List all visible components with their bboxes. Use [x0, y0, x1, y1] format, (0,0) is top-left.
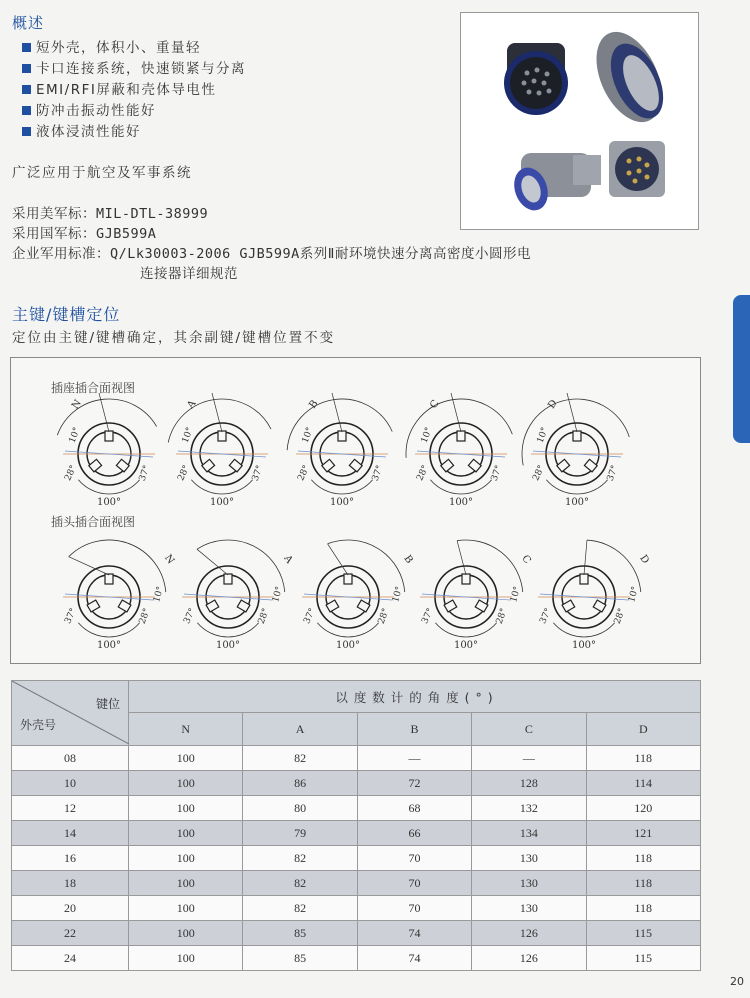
key-position-letter: C [428, 398, 442, 411]
receptacle-view-N [57, 393, 156, 508]
feature-item [22, 122, 246, 143]
table-cell: 118 [586, 896, 700, 921]
key-tab [105, 431, 113, 441]
table-cell: 68 [357, 796, 471, 821]
left-angle-label: 28° [296, 463, 313, 483]
bottom-angle-arc [78, 623, 139, 637]
bottom-angle-arc [317, 623, 378, 637]
jam-nut-receptacle-image [583, 22, 674, 133]
corner-bottom-label: 外壳号 [20, 718, 57, 732]
table-row [12, 821, 701, 846]
key-tab [89, 459, 102, 472]
right-angle-label: 28° [256, 607, 272, 626]
bottom-angle-label: 100° [329, 497, 355, 508]
left-angle-label: 37° [538, 606, 555, 626]
plug-view-A [182, 540, 295, 651]
key-position-letter: D [546, 398, 560, 412]
key-tab [344, 574, 352, 584]
plug-image [508, 153, 601, 215]
table-cell: 115 [586, 921, 700, 946]
feature-list [22, 38, 246, 143]
table-cell: 70 [357, 896, 471, 921]
key-tab [338, 431, 346, 441]
feature-item [22, 80, 246, 101]
feature-item [22, 59, 246, 80]
table-cell: 128 [472, 771, 586, 796]
left-angle-label: 37° [63, 606, 80, 626]
key-position-letter: C [519, 553, 533, 566]
square-flange-image [609, 141, 665, 197]
key-tab [593, 600, 606, 612]
plug-view-N [63, 540, 176, 651]
left-angle-label: 37° [420, 606, 437, 626]
key-offset-label: 10° [391, 585, 405, 604]
key-position-arc [69, 540, 166, 592]
table-cell: 134 [472, 821, 586, 846]
key-tab [224, 574, 232, 584]
table-cell: 74 [357, 921, 471, 946]
key-position-letter: A [185, 398, 199, 411]
key-position-letter: D [637, 553, 651, 567]
page-number: 20 [730, 975, 744, 988]
table-row [12, 746, 701, 771]
feature-text: 防冲击振动性能好 [36, 103, 156, 119]
table-cell: 22 [12, 921, 129, 946]
table-cell: 85 [243, 946, 357, 971]
bottom-angle-label: 100° [335, 640, 361, 651]
receptacle-view-B [287, 393, 392, 508]
bottom-angle-label: 100° [571, 640, 597, 651]
bullet-square-icon [22, 43, 31, 52]
key-tab [229, 459, 242, 472]
right-angle-label: 28° [494, 607, 510, 626]
key-tab [462, 574, 470, 584]
key-offset-label: 10° [152, 585, 166, 604]
table-cell: 126 [472, 946, 586, 971]
plug-view-C [420, 540, 533, 651]
table-cell: 18 [12, 871, 129, 896]
key-tab [584, 459, 597, 472]
bottom-angle-arc [191, 480, 252, 494]
table-cell: 126 [472, 921, 586, 946]
bottom-angle-label: 100° [215, 640, 241, 651]
column-header: D [586, 713, 700, 746]
key-tab [475, 600, 488, 612]
connector-photo [460, 12, 699, 230]
key-tab [326, 600, 339, 612]
table-cell: 100 [129, 796, 243, 821]
bottom-angle-arc [311, 480, 372, 494]
plug-view-label: 插头插合面视图 [51, 515, 136, 529]
bottom-angle-label: 100° [564, 497, 590, 508]
table-cell: 100 [129, 746, 243, 771]
table-row [12, 796, 701, 821]
bottom-angle-arc [78, 480, 139, 494]
left-angle-label: 37° [302, 606, 319, 626]
key-position-letter: N [69, 397, 84, 412]
right-angle-label: 28° [376, 607, 392, 626]
table-cell: 80 [243, 796, 357, 821]
table-cell: 10 [12, 771, 129, 796]
table-cell: 72 [357, 771, 471, 796]
feature-item [22, 101, 246, 122]
column-header: B [357, 713, 471, 746]
feature-item [22, 38, 246, 59]
bullet-square-icon [22, 85, 31, 94]
key-tab [444, 600, 457, 612]
standard-2: 采用国军标：GJB599A [12, 226, 157, 242]
right-angle-label: 28° [137, 607, 153, 626]
key-tab [557, 459, 570, 472]
key-offset-label: 10° [300, 426, 316, 445]
standard-3-cont: 连接器详细规范 [140, 266, 238, 282]
receptacle-view-A [168, 393, 271, 508]
flange-receptacle-image [504, 43, 568, 115]
keying-diagrams [11, 358, 700, 663]
receptacle-view-D [522, 393, 629, 508]
key-offset-label: 10° [627, 585, 641, 604]
feature-text: 卡口连接系统，快速锁紧与分离 [36, 61, 246, 77]
key-tab [573, 431, 581, 441]
left-angle-label: 37° [182, 606, 199, 626]
right-angle-label: 37° [605, 464, 621, 483]
column-header: A [243, 713, 357, 746]
key-tab [202, 459, 215, 472]
table-cell: 85 [243, 921, 357, 946]
right-angle-label: 37° [250, 464, 266, 483]
table-cell: 70 [357, 871, 471, 896]
left-angle-label: 28° [531, 463, 548, 483]
key-tab [580, 574, 588, 584]
table-cell: 82 [243, 896, 357, 921]
table-cell: 130 [472, 871, 586, 896]
receptacle-view-label: 插座插合面视图 [51, 381, 136, 395]
table-cell: 14 [12, 821, 129, 846]
left-angle-label: 28° [63, 463, 80, 483]
right-angle-label: 37° [137, 464, 153, 483]
key-position-line [457, 541, 466, 575]
plug-view-B [302, 540, 415, 651]
right-angle-label: 37° [370, 464, 386, 483]
key-position-letter: B [307, 398, 321, 411]
overview-title: 概述 [12, 14, 45, 32]
table-cell: 121 [586, 821, 700, 846]
plug-view-D [538, 540, 651, 651]
feature-text: 液体浸渍性能好 [36, 124, 141, 140]
column-header: N [129, 713, 243, 746]
table-cell: — [472, 746, 586, 771]
left-angle-label: 28° [176, 463, 193, 483]
table-cell: 130 [472, 846, 586, 871]
key-tab [357, 600, 370, 612]
table-cell: 82 [243, 846, 357, 871]
key-offset-label: 10° [419, 426, 435, 445]
table-cell: 118 [586, 746, 700, 771]
side-tab [733, 295, 750, 443]
key-tab [206, 600, 219, 612]
table-cell: 100 [129, 871, 243, 896]
table-cell: 100 [129, 771, 243, 796]
key-position-arc [587, 540, 641, 592]
bottom-angle-arc [546, 480, 607, 494]
table-group-header: 以 度 数 计 的 角 度 ( ° ) [129, 681, 701, 713]
bottom-angle-label: 100° [453, 640, 479, 651]
bottom-angle-arc [430, 480, 491, 494]
key-offset-label: 10° [271, 585, 285, 604]
table-cell: 114 [586, 771, 700, 796]
table-cell: 12 [12, 796, 129, 821]
bullet-square-icon [22, 64, 31, 73]
table-cell: 100 [129, 846, 243, 871]
table-cell: — [357, 746, 471, 771]
standard-1: 采用美军标：MIL-DTL-38999 [12, 206, 209, 222]
key-tab [441, 459, 454, 472]
key-tab [349, 459, 362, 472]
table-cell: 08 [12, 746, 129, 771]
bottom-angle-arc [435, 623, 496, 637]
key-tab [468, 459, 481, 472]
key-position-line [328, 544, 348, 575]
right-angle-label: 37° [489, 464, 505, 483]
table-cell: 120 [586, 796, 700, 821]
key-offset-label: 10° [509, 585, 523, 604]
table-cell: 70 [357, 846, 471, 871]
application-text: 广泛应用于航空及军事系统 [12, 165, 192, 181]
table-cell: 20 [12, 896, 129, 921]
table-cell: 79 [243, 821, 357, 846]
key-tab [457, 431, 465, 441]
bullet-square-icon [22, 106, 31, 115]
key-tab [87, 600, 100, 612]
table-corner [12, 681, 129, 746]
key-position-line [584, 540, 587, 575]
table-cell: 24 [12, 946, 129, 971]
receptacle-view-C [406, 393, 512, 508]
table-row [12, 871, 701, 896]
key-tab [118, 600, 131, 612]
key-position-arc [406, 399, 512, 458]
standard-3: 企业军用标准：Q/Lk30003-2006 GJB599A系列Ⅱ耐环境快速分离高密度小圆形电 [12, 246, 531, 262]
feature-text: EMI/RFI屏蔽和壳体导电性 [36, 82, 217, 98]
key-tab [562, 600, 575, 612]
right-angle-label: 28° [612, 607, 628, 626]
table-cell: 86 [243, 771, 357, 796]
bottom-angle-arc [197, 623, 258, 637]
key-tab [218, 431, 226, 441]
bottom-angle-label: 100° [96, 640, 122, 651]
table-cell: 132 [472, 796, 586, 821]
keying-diagram-box [10, 357, 701, 664]
bottom-angle-label: 100° [448, 497, 474, 508]
table-cell: 82 [243, 746, 357, 771]
table-cell: 118 [586, 846, 700, 871]
table-cell: 66 [357, 821, 471, 846]
table-row [12, 896, 701, 921]
column-header: C [472, 713, 586, 746]
table-row [12, 921, 701, 946]
key-offset-label: 10° [535, 426, 551, 445]
key-position-line [197, 549, 228, 575]
table-cell: 100 [129, 946, 243, 971]
key-position-letter: N [162, 552, 177, 567]
key-position-letter: A [281, 553, 295, 566]
bullet-square-icon [22, 127, 31, 136]
bottom-angle-label: 100° [96, 497, 122, 508]
table-row [12, 846, 701, 871]
keying-angle-table [11, 680, 701, 971]
table-row [12, 946, 701, 971]
table-cell: 74 [357, 946, 471, 971]
table-cell: 100 [129, 821, 243, 846]
table-cell: 118 [586, 871, 700, 896]
key-tab [322, 459, 335, 472]
key-tab [237, 600, 250, 612]
key-offset-label: 10° [180, 426, 196, 445]
key-position-letter: B [401, 553, 415, 566]
corner-top-label: 键位 [95, 697, 120, 711]
table-cell: 100 [129, 896, 243, 921]
keying-subtitle: 定位由主键/键槽确定，其余副键/键槽位置不变 [12, 330, 336, 346]
key-offset-label: 10° [67, 426, 83, 445]
key-tab [116, 459, 129, 472]
table-cell: 115 [586, 946, 700, 971]
key-tab [105, 574, 113, 584]
bottom-angle-arc [553, 623, 614, 637]
keying-title: 主键/键槽定位 [12, 305, 121, 324]
table-cell: 100 [129, 921, 243, 946]
table-row [12, 771, 701, 796]
left-angle-label: 28° [415, 463, 432, 483]
feature-text: 短外壳，体积小、重量轻 [36, 40, 201, 56]
table-cell: 82 [243, 871, 357, 896]
table-cell: 16 [12, 846, 129, 871]
table-cell: 130 [472, 896, 586, 921]
bottom-angle-label: 100° [209, 497, 235, 508]
